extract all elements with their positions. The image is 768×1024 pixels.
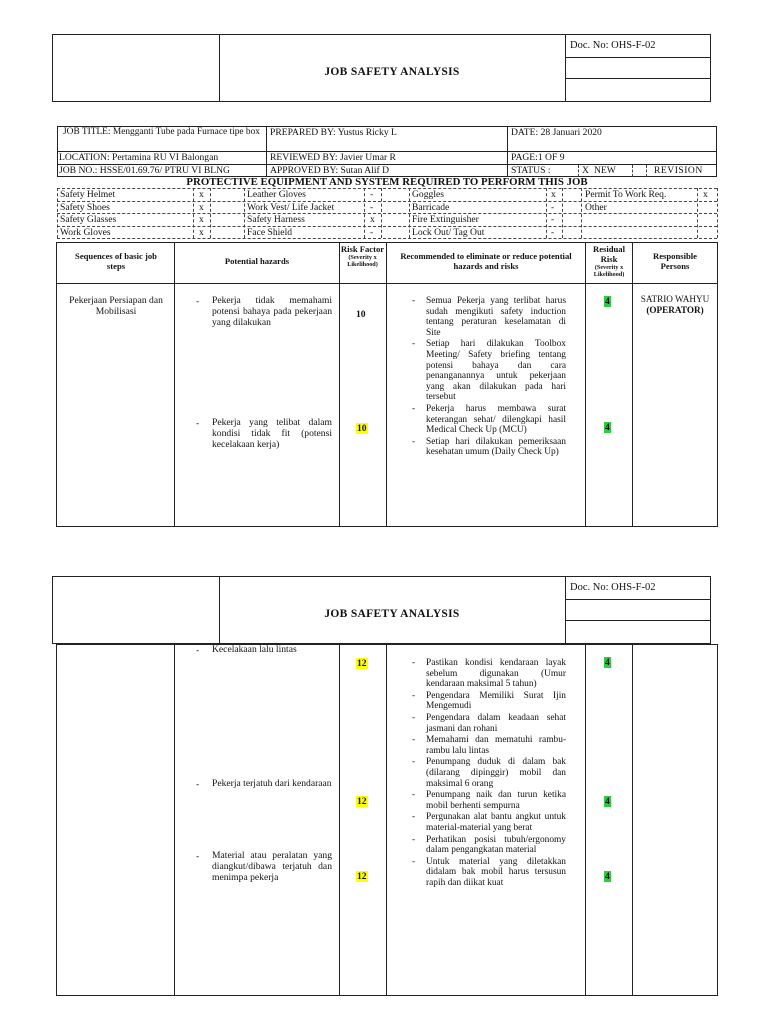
table-header-line (56, 283, 718, 284)
header-divider (565, 576, 566, 644)
ppe-mark: x (703, 189, 708, 200)
hazard-item: Kecelakaan lalu lintas (212, 644, 297, 655)
recommendation-item: - Penumpang naik dan turun ketika mobil berhenti sempurna (412, 790, 566, 811)
status-new-mark: X (582, 165, 589, 176)
ppe-mark: x (199, 202, 204, 213)
reviewed-by: REVIEWED BY: Javier Umar R (270, 152, 396, 163)
recommendation-item: - Untuk material yang diletakkan didalam bak mobil harus tersusun rapih dan diikat kuat (412, 857, 566, 889)
residual-risk: 4 (605, 871, 610, 882)
table-col-line (585, 644, 586, 996)
hazard-dash: - (196, 418, 200, 429)
risk-factor: 10 (356, 309, 366, 320)
residual-risk: 4 (605, 422, 610, 433)
recommendations-list (412, 658, 566, 889)
header-divider (565, 57, 711, 58)
table-col-line (339, 644, 340, 996)
status-revision: REVISION (654, 165, 703, 176)
ppe-item: Work Vest/ Life Jacket (247, 202, 335, 213)
jsa-table-2 (56, 644, 718, 996)
ppe-mark: - (551, 202, 555, 213)
hazard-item: Pekerja terjatuh dari kendaraan (212, 778, 332, 789)
risk-factor: 10 (357, 423, 367, 434)
ppe-mark: - (551, 227, 555, 238)
header-divider (565, 78, 711, 79)
table-col-line (585, 242, 586, 527)
hazard-item: Pekerja tidak memahami potensi bahaya pada pekerjaan yang dilakukan (212, 295, 332, 328)
job-title: JOB TITLE: Mengganti Tube pada Furnace tipe box (63, 127, 260, 137)
status-new: NEW (594, 165, 616, 176)
ppe-mark: x (199, 189, 204, 200)
recommendation-item: - Penumpang duduk di dalam bak (dilarang dipinggir) mobil dan maksimal 6 orang (412, 757, 566, 789)
recommendation-item: - Semua Pekerja yang terlibat harus sudah mengikuti safety induction tentang peraturan keselamatan di Site (412, 296, 566, 338)
ppe-divider (57, 188, 58, 238)
residual-label: Residual Risk (593, 244, 625, 264)
col-header-hazards: Potential hazards (224, 256, 290, 266)
ppe-divider (562, 188, 563, 238)
ppe-item: Other (585, 202, 607, 213)
job-number: JOB NO.: HSSE/01.69.76/ PTRU VI BLNG (59, 165, 230, 176)
responsible-role: (OPERATOR) (646, 305, 704, 315)
ppe-item: Leather Gloves (247, 189, 306, 200)
ppe-mark: x (551, 189, 556, 200)
ppe-mark: x (199, 214, 204, 225)
ppe-item: Fire Extinguisher (412, 214, 479, 225)
ppe-title: PROTECTIVE EQUIPMENT AND SYSTEM REQUIRED TO PERFORM THIS JOB (186, 176, 588, 188)
recommendation-item: - Setiap hari dilakukan pemeriksaan kesehatan umum (Daily Check Up) (412, 437, 566, 458)
ppe-divider (57, 213, 717, 214)
ppe-divider (717, 188, 718, 238)
ppe-divider (581, 188, 582, 238)
ppe-item: Safety Helmet (60, 189, 116, 200)
recommendation-item: - Pekerja harus membawa surat keterangan sehat/ dilengkapi hasil Medical Check Up (MCU) (412, 404, 566, 436)
ppe-item: Goggles (412, 189, 444, 200)
table-col-line (386, 644, 387, 996)
ppe-item: Lock Out/ Tag Out (412, 227, 485, 238)
col-header-responsible: Responsible Persons (653, 251, 697, 271)
ppe-mark: x (199, 227, 204, 238)
ppe-divider (57, 226, 717, 227)
status-label: STATUS : (511, 165, 551, 176)
ppe-mark: x (370, 214, 375, 225)
doc-number: Doc. No: OHS-F-02 (570, 40, 656, 51)
hazard-dash: - (196, 645, 200, 656)
ppe-mark: - (551, 214, 555, 225)
risk-label: Risk Factor (340, 244, 385, 254)
recommendation-item: - Pengendara dalam keadaan sehat jasmani dan rohani (412, 713, 566, 734)
location: LOCATION: Pertamina RU VI Balongan (59, 152, 219, 163)
ppe-item: Safety Harness (247, 214, 305, 225)
document-title: JOB SAFETY ANALYSIS (324, 66, 460, 78)
date: DATE: 28 Januari 2020 (511, 127, 602, 138)
hazard-dash: - (196, 779, 200, 790)
risk-factor: 12 (357, 871, 367, 882)
hazard-dash: - (196, 851, 200, 862)
ppe-mark: - (370, 227, 374, 238)
ppe-divider (364, 188, 365, 238)
responsible-name: SATRIO WAHYU (640, 294, 710, 304)
col-header-risk (340, 244, 385, 268)
ppe-divider (193, 188, 194, 238)
residual-risk: 4 (605, 796, 610, 807)
table-col-line (632, 644, 633, 996)
ppe-mark: - (370, 202, 374, 213)
ppe-divider (697, 188, 698, 238)
ppe-divider (546, 188, 547, 238)
hazard-item: Pekerja yang telibat dalam kondisi tidak fit (potensi kecelakaan kerja) (212, 417, 332, 450)
residual-sub: (Severity x Likelihood) (593, 264, 625, 278)
header-divider (565, 599, 711, 600)
ppe-divider (244, 188, 245, 238)
residual-risk: 4 (605, 657, 610, 668)
jsa-table-1 (56, 242, 718, 527)
ppe-item: Permit To Work Req. (585, 189, 667, 200)
page-number: PAGE:1 OF 9 (511, 152, 565, 163)
ppe-divider (409, 188, 410, 238)
ppe-item: Safety Shoes (60, 202, 110, 213)
ppe-divider (57, 238, 717, 239)
approved-by: APPROVED BY: Sutan Alif D (270, 165, 390, 176)
recommendations-list (412, 296, 566, 459)
risk-factor: 12 (357, 796, 367, 807)
header-divider (565, 34, 566, 102)
risk-factor: 12 (357, 658, 367, 669)
ppe-item: Work Gloves (60, 227, 111, 238)
recommendation-item: - Perhatikan posisi tubuh/ergonomy dalam pengangkatan material (412, 835, 566, 856)
ppe-mark: - (370, 189, 374, 200)
table-col-line (174, 242, 175, 527)
recommendation-item: - Memahami dan mematuhi rambu-rambu lalu lintas (412, 735, 566, 756)
ppe-item: Barricade (412, 202, 450, 213)
ppe-item: Safety Glasses (60, 214, 117, 225)
document-title: JOB SAFETY ANALYSIS (324, 608, 460, 620)
table-col-line (386, 242, 387, 527)
risk-sub: (Severity x Likelihood) (347, 254, 378, 268)
col-header-recommended: Recommended to eliminate or reduce potential hazards and risks (400, 251, 572, 271)
doc-number: Doc. No: OHS-F-02 (570, 582, 656, 593)
recommendation-item: - Setiap hari dilakukan Toolbox Meeting/ Safety briefing tentang potensi bahaya dan cara penanganannya untuk pekerjaan yang akan dilakukan pada hari tersebut (412, 339, 566, 403)
ppe-divider (210, 188, 211, 238)
recommendation-item: - Pengendara Memiliki Surat Ijin Mengemudi (412, 691, 566, 712)
hazard-item: Material atau peralatan yang diangkut/dibawa terjatuh dan menimpa pekerja (212, 850, 332, 883)
prepared-by: PREPARED BY: Yustus Ricky L (270, 127, 397, 138)
recommendation-item: - Pastikan kondisi kendaraan layak sebelum digunakan (Umur kendaraan maksimal 5 tahun) (412, 658, 566, 690)
col-header-residual (586, 244, 632, 278)
job-step: Pekerjaan Persiapan dan Mobilisasi (69, 295, 163, 317)
hazard-dash: - (196, 296, 200, 307)
residual-risk: 4 (605, 296, 610, 307)
ppe-item: Face Shield (247, 227, 293, 238)
col-header-steps: Sequences of basic job steps (75, 251, 157, 271)
table-col-line (632, 242, 633, 527)
ppe-divider (57, 201, 717, 202)
recommendation-item: - Pergunakan alat bantu angkut untuk material-material yang berat (412, 812, 566, 833)
table-col-line (174, 644, 175, 996)
ppe-divider (381, 188, 382, 238)
table-col-line (339, 242, 340, 527)
header-divider (565, 620, 711, 621)
